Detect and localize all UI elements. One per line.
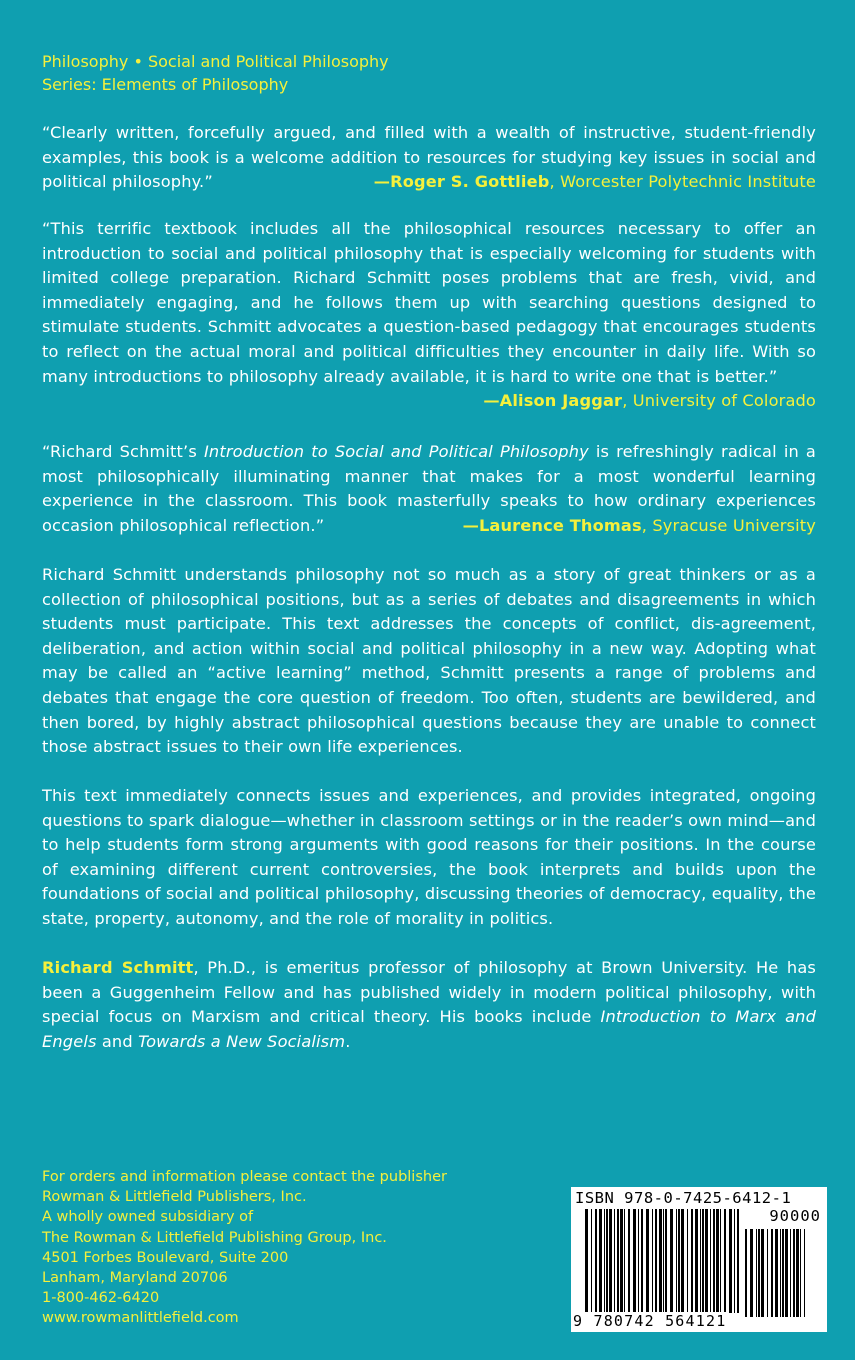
- barcode-bar: [750, 1229, 753, 1317]
- barcode-bar: [633, 1209, 636, 1313]
- barcode-bar: [641, 1209, 643, 1313]
- barcode-bar: [652, 1209, 653, 1313]
- category-line: Philosophy • Social and Political Philosophy: [42, 52, 389, 71]
- footer-line: www.rowmanlittlefield.com: [42, 1310, 239, 1327]
- barcode-bar: [638, 1209, 639, 1313]
- barcode-bar: [628, 1209, 630, 1313]
- isbn-barcode: [571, 1187, 827, 1332]
- barcode-bar: [678, 1209, 680, 1313]
- barcode-bar: [729, 1209, 732, 1313]
- barcode-bar: [624, 1209, 625, 1313]
- barcode-bar: [796, 1229, 799, 1317]
- barcode-bar: [793, 1229, 795, 1317]
- footer-line: For orders and information please contact the publisher: [42, 1169, 447, 1185]
- footer-line: 1-800-462-6420: [42, 1290, 160, 1307]
- barcode-bar: [700, 1209, 701, 1313]
- barcode-bar: [790, 1229, 791, 1317]
- barcode-bars-addon: [745, 1229, 805, 1317]
- barcode-bar: [585, 1209, 588, 1313]
- quote-text: is refreshingly radical in a most philosophically illuminating manner that makes for a most wonderful learning experience in the classroom. This book masterfully speaks to how ordinary experiences occasion philosophical reflection.”: [42, 442, 816, 535]
- barcode-bar: [663, 1209, 664, 1313]
- barcode-bar: [734, 1209, 735, 1313]
- footer-line: Lanham, Maryland 20706: [42, 1270, 228, 1287]
- barcode-bar: [758, 1229, 760, 1317]
- series-header: [42, 50, 389, 96]
- barcode-bar: [782, 1229, 784, 1317]
- barcode-bar: [614, 1209, 615, 1313]
- blurb-quote: [42, 217, 816, 414]
- barcode-bar: [606, 1209, 608, 1313]
- barcode-bar: [659, 1209, 662, 1313]
- barcode-bar: [705, 1209, 708, 1313]
- quote-text: “This terrific textbook includes all the philosophical resources necessary to offer an introduction to social and political philosophy that is especially welcoming for students with limited college preparation. Richard Schmitt poses problems that are fresh, vivid, and immediately engaging, and he follows them up with searching questions designed to stimulate students. Schmitt advocates a question-based pedagogy that encourages students to reflect on the actual moral and political difficulties they encounter in daily life. With so many introductions to philosophy already available, it is hard to write one that is better.”: [42, 219, 816, 386]
- barcode-bar: [670, 1209, 673, 1313]
- footer-line: Rowman & Littlefield Publishers, Inc.: [42, 1189, 307, 1206]
- quote-affiliation: , Syracuse University: [641, 515, 816, 535]
- barcode-bars-main: [585, 1209, 741, 1313]
- barcode-bar: [737, 1209, 739, 1313]
- barcode-bar: [713, 1209, 715, 1313]
- barcode-bar: [676, 1209, 677, 1313]
- barcode-bar: [745, 1229, 747, 1317]
- barcode-bar: [646, 1209, 649, 1313]
- barcode-bar: [695, 1209, 698, 1313]
- quote-attribution: —Alison Jaggar, University of Colorado: [483, 391, 816, 411]
- barcode-bar: [655, 1209, 657, 1313]
- quote-attribution: —Laurence Thomas, Syracuse University: [462, 515, 816, 535]
- quote-attribution: —Roger S. Gottlieb, Worcester Polytechnic Institute: [373, 172, 816, 192]
- series-line: Series: Elements of Philosophy: [42, 75, 289, 94]
- price-code: 90000: [769, 1207, 821, 1225]
- barcode-bar: [702, 1209, 704, 1313]
- barcode-bar: [804, 1229, 805, 1317]
- quote-text: “Clearly written, forcefully argued, and filled with a wealth of instructive, student-friendly examples, this book is a welcome addition to resources for studying key issues in social and political philosophy.”: [42, 123, 816, 192]
- barcode-bar: [785, 1229, 788, 1317]
- quote-text: “Richard Schmitt’s: [42, 442, 204, 461]
- blurb-quote: [42, 121, 816, 195]
- barcode-bar: [665, 1209, 667, 1313]
- barcode-bar: [761, 1229, 764, 1317]
- barcode-bar: [691, 1209, 693, 1313]
- barcode-bar: [620, 1209, 623, 1313]
- quote-affiliation: , University of Colorado: [622, 391, 816, 411]
- blurb-quote: [42, 440, 816, 538]
- book-title: Introduction to Social and Political Philosophy: [204, 442, 589, 461]
- barcode-bar: [681, 1209, 684, 1313]
- barcode-bar: [800, 1229, 801, 1317]
- book-title: Introduction to Marx and Engels: [42, 1007, 816, 1051]
- barcode-bar: [775, 1229, 778, 1317]
- quote-author: Roger S. Gottlieb: [390, 172, 550, 192]
- author-name: Richard Schmitt: [42, 958, 194, 977]
- quote-author: Laurence Thomas: [478, 515, 642, 535]
- author-bio: Richard Schmitt, Ph.D., is emeritus professor of philosophy at Brown University. He has been a Guggenheim Fellow and has published widely in modern political philosophy, with special focus on Marxism and critical theory. His books include Introduction to Marx and Engels and Towards a New Socialism.: [42, 958, 816, 1051]
- barcode-bar: [780, 1229, 781, 1317]
- quote-author: Alison Jaggar: [499, 391, 623, 411]
- barcode-bar: [687, 1209, 688, 1313]
- description-paragraph: Richard Schmitt understands philosophy not so much as a story of great thinkers or as a collection of philosophical positions, but as a series of debates and disagreements in which students must participate. This text addresses the concepts of conflict, dis-agreement, deliberation, and action within social and political philosophy in a new way. Adopting what may be called an “active learning” method, Schmitt presents a range of problems and debates that engage the core question of freedom. Too often, students are bewildered, and then bored, by highly abstract philosophical questions because they are unable to connect those abstract issues to their own life experiences.: [42, 565, 816, 757]
- barcode-bar: [591, 1209, 592, 1313]
- footer-line: A wholly owned subsidiary of: [42, 1209, 254, 1226]
- barcode-bar: [756, 1229, 757, 1317]
- barcode-bar: [609, 1209, 612, 1313]
- description-paragraph: This text immediately connects issues and experiences, and provides integrated, ongoing questions to spark dialogue—whether in classroom settings or in the reader’s own mind—and to help students form strong arguments with good reasons for their positions. In the course of examining different current controversies, the book interprets and builds upon the foundations of social and political philosophy, discussing theories of democracy, equality, the state, property, autonomy, and the role of morality in politics.: [42, 786, 816, 928]
- barcode-bar: [716, 1209, 719, 1313]
- footer-line: 4501 Forbes Boulevard, Suite 200: [42, 1249, 289, 1266]
- barcode-bar: [604, 1209, 605, 1313]
- barcode-bar: [771, 1229, 773, 1317]
- barcode-bar: [767, 1229, 768, 1317]
- barcode-bar: [595, 1209, 597, 1313]
- book-title: Towards a New Socialism: [138, 1031, 346, 1051]
- barcode-bar: [617, 1209, 619, 1313]
- quote-affiliation: , Worcester Polytechnic Institute: [549, 172, 816, 192]
- footer-line: The Rowman & Littlefield Publishing Group, Inc.: [42, 1229, 387, 1246]
- barcode-digits: 9 780742 564121: [573, 1312, 727, 1330]
- isbn-number: ISBN 978-0-7425-6412-1: [575, 1189, 792, 1207]
- barcode-bar: [710, 1209, 711, 1313]
- publisher-info: [42, 1167, 447, 1329]
- barcode-bar: [599, 1209, 602, 1313]
- barcode-bar: [720, 1209, 721, 1313]
- barcode-bar: [724, 1209, 726, 1313]
